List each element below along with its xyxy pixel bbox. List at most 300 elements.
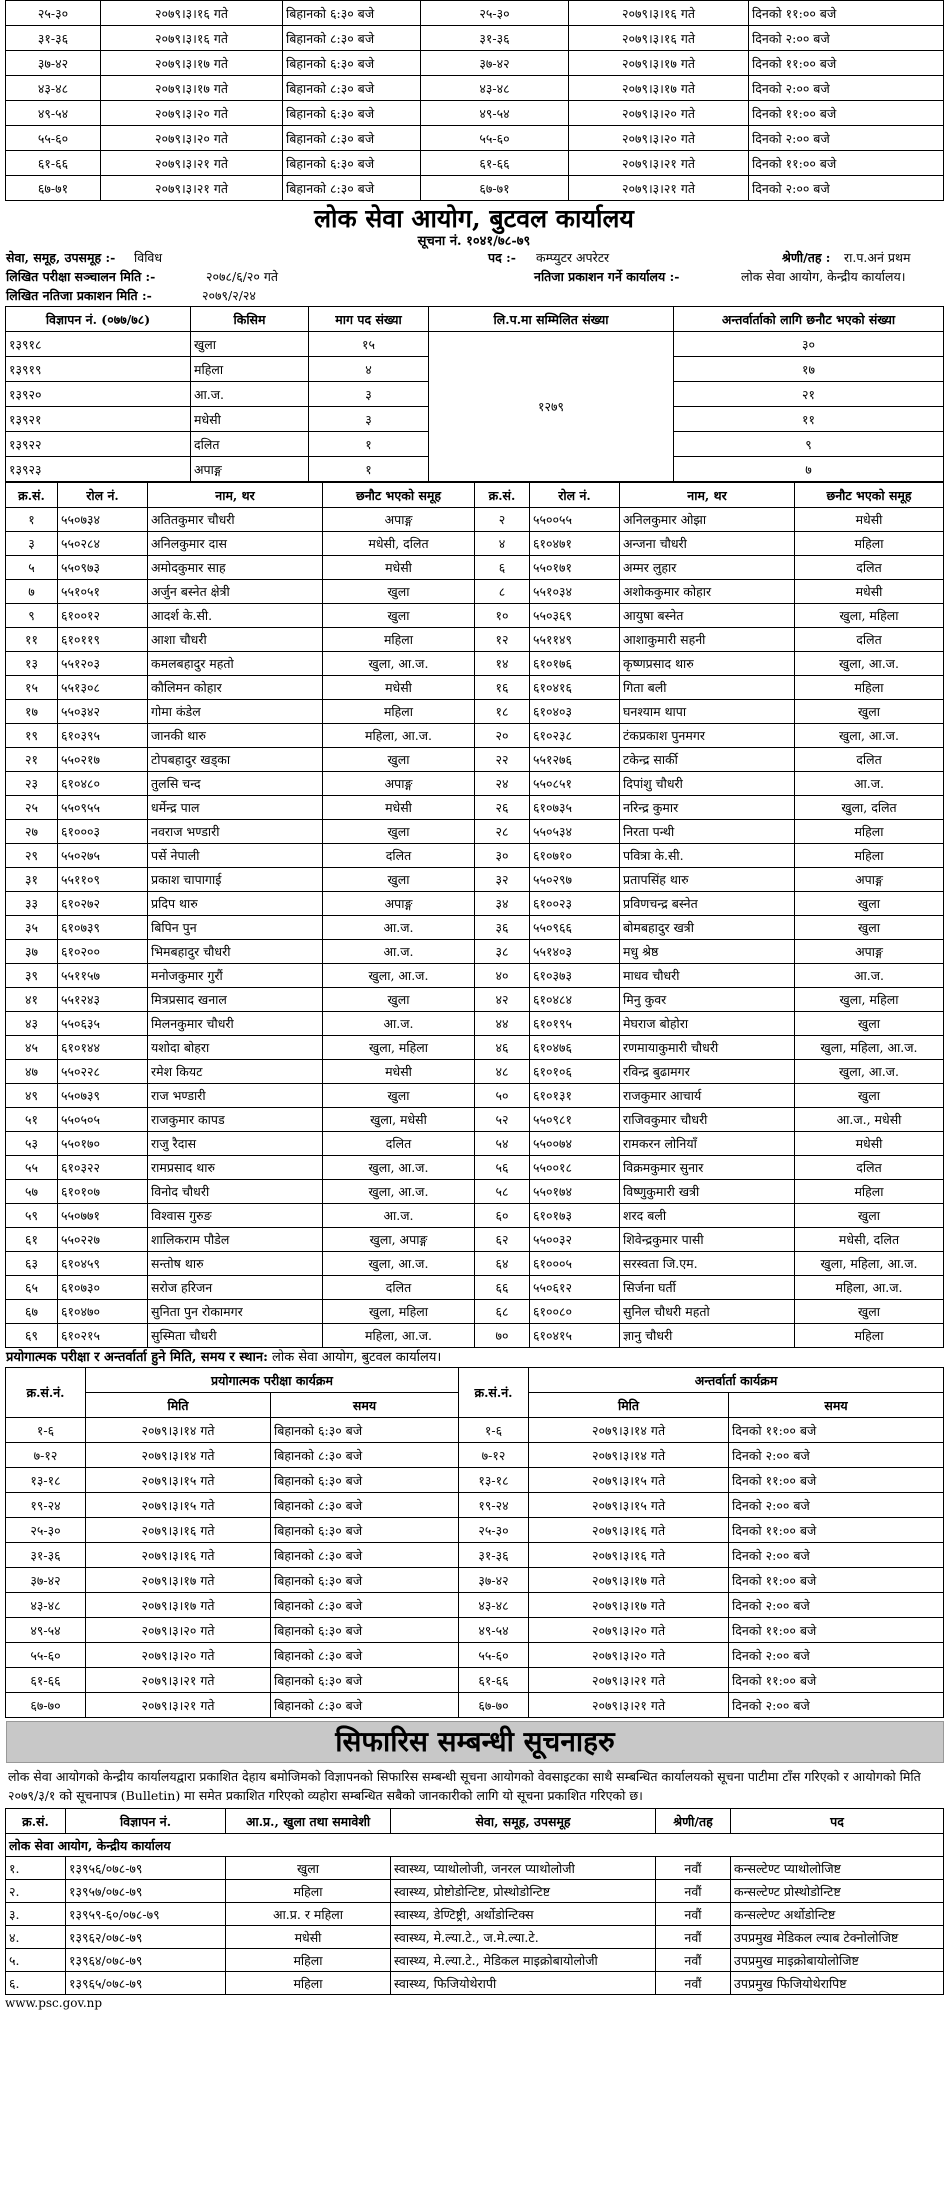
schedule-cell: २०७९।३।१७ गते [569,51,749,76]
candidate-cell: ६१०१९५ [530,1012,620,1036]
recommendation-cell: नवौं [656,1926,731,1949]
candidate-cell: २९ [6,844,58,868]
candidate-cell: मधेसी [323,796,475,820]
candidate-cell: आ.ज., मधेसी [795,1108,944,1132]
candidate-cell: यशोदा बोहरा [148,1036,323,1060]
candidate-cell: ६१०४१५ [530,1324,620,1348]
schedule-cell: १९-२४ [6,1493,86,1518]
schedule-cell: दिनको ११:०० बजे [729,1468,944,1493]
candidate-cell: ४६ [475,1036,530,1060]
candidate-cell: ३७ [6,940,58,964]
schedule-cell: बिहानको ८:३० बजे [283,126,421,151]
candidate-cell: ६१०००३ [58,820,148,844]
recommendation-header: क्र.सं. [6,1809,66,1834]
candidate-cell: २१ [6,748,58,772]
candidate-cell: आ.ज. [795,772,944,796]
candidate-cell: खुला [795,700,944,724]
candidate-cell: ६१०४८० [58,772,148,796]
candidate-cell: ५५०५०५ [58,1108,148,1132]
schedule-cell: बिहानको ६:३० बजे [283,151,421,176]
schedule-cell: ६७-७१ [6,176,101,201]
table-row [6,1084,944,1108]
candidate-cell: शरद बली [620,1204,795,1228]
candidate-cell: २४ [475,772,530,796]
table-row [6,1252,944,1276]
candidate-cell: ३९ [6,964,58,988]
table-row [6,700,944,724]
candidate-cell: भिमबहादुर चौधरी [148,940,323,964]
candidate-cell: महिला, आ.ज. [795,1276,944,1300]
interview-title: अन्तर्वार्ता कार्यक्रम [529,1368,944,1393]
candidate-cell: आयुषा बस्नेत [620,604,795,628]
recommendation-cell: २. [6,1880,66,1903]
candidate-cell: ४४ [475,1012,530,1036]
candidate-cell: ४० [475,964,530,988]
candidate-cell: मधेसी [795,508,944,532]
table-row [6,126,944,151]
schedule-cell: २०७९।३।१५ गते [529,1468,729,1493]
recommendation-cell: महिला [226,1880,391,1903]
schedule-cell: ३७-४२ [6,1568,86,1593]
recommendation-cell: १३९५९-६०/०७८-७९ [66,1903,226,1926]
schedule-cell: दिनको २:०० बजे [729,1693,944,1718]
candidate-cell: अशोककुमार कोहार [620,580,795,604]
candidate-cell: महिला [795,532,944,556]
table-row [6,916,944,940]
candidate-cell: टकेन्द्र सार्की [620,748,795,772]
candidate-cell: दलित [795,1156,944,1180]
schedule-cell: १९-२४ [459,1493,529,1518]
recommendation-cell: स्वास्थ्य, मे.ल्या.टे., ज.मे.ल्या.टे. [391,1926,656,1949]
candidate-cell: अतितकुमार चौधरी [148,508,323,532]
candidate-cell: १३ [6,652,58,676]
candidate-cell: ६१०७३९ [58,916,148,940]
schedule-cell: २०७९।३।१७ गते [569,76,749,101]
schedule-cell: २०७९।३।२० गते [529,1643,729,1668]
vacancy-shortlisted: ११ [674,407,944,432]
recommendation-cell: स्वास्थ्य, प्याथोलोजी, जनरल प्याथोलोजी [391,1857,656,1880]
table-row [6,1468,944,1493]
candidate-cell: ६१०२३८ [530,724,620,748]
candidate-cell: ६५ [6,1276,58,1300]
schedule-cell: ७-१२ [459,1443,529,1468]
candidate-cell: ६१०३२२ [58,1156,148,1180]
candidate-cell: अर्जुन बस्नेत क्षेत्री [148,580,323,604]
candidate-cell: खुला, महिला [795,604,944,628]
candidate-cell: २५ [6,796,58,820]
schedule-cell: दिनको ११:०० बजे [729,1518,944,1543]
candidate-cell: ६१०१३१ [530,1084,620,1108]
schedule-cell: २०७९।३।१६ गते [569,1,749,26]
table-row [6,1300,944,1324]
candidate-cell: ६१००२३ [530,892,620,916]
candidate-cell: प्रदिप थारु [148,892,323,916]
candidate-cell: ३६ [475,916,530,940]
candidate-cell: ४८ [475,1060,530,1084]
candidate-cell: महिला [795,1180,944,1204]
table-row [6,1060,944,1084]
candidate-cell: ४३ [6,1012,58,1036]
candidate-cell: ७ [6,580,58,604]
candidates-header: क्र.सं. [475,483,530,508]
recommendation-cell: १३९६४/०७८-७९ [66,1949,226,1972]
schedule-cell: ३७-४२ [6,51,101,76]
candidate-cell: ५५०७३४ [58,508,148,532]
candidate-cell: ३० [475,844,530,868]
candidate-cell: अपाङ्ग [323,892,475,916]
candidate-cell: ६१ [6,1228,58,1252]
schedule-cell: ६१-६६ [6,1668,86,1693]
exam-date-label: लिखित परीक्षा सञ्चालन मिति :- [6,269,156,284]
recommendation-cell: नवौं [656,1903,731,1926]
interview-time-label: समय [729,1393,944,1418]
candidate-cell: ३५ [6,916,58,940]
candidate-cell: आशाकुमारी सहनी [620,628,795,652]
schedule-cell: २०७९।३।१६ गते [101,26,283,51]
candidate-cell: ५५१२७६ [530,748,620,772]
candidate-cell: ७० [475,1324,530,1348]
candidate-cell: खुला [795,892,944,916]
schedule-cell: २०७९।३।२० गते [529,1618,729,1643]
candidates-header: नाम, थर [620,483,795,508]
schedule-cell: दिनको २:०० बजे [749,176,944,201]
candidate-cell: ५५०६३५ [58,1012,148,1036]
interview-date-label: मिति [529,1393,729,1418]
recommendation-cell: खुला [226,1857,391,1880]
schedule-cell: २०७९।३।२० गते [86,1618,271,1643]
candidate-cell: मधेसी [795,1132,944,1156]
candidate-cell: ५२ [475,1108,530,1132]
schedule-cell: ३७-४२ [459,1568,529,1593]
table-row [6,1228,944,1252]
candidate-cell: ६१०१४४ [58,1036,148,1060]
schedule-continuation-table [5,0,944,201]
vacancy-ad-number: १३९१८ [6,332,191,357]
recommendation-header: पद [731,1809,944,1834]
candidate-cell: ५१ [6,1108,58,1132]
candidate-cell: ६१०२०० [58,940,148,964]
vacancy-header-type: किसिम [191,307,309,332]
table-row [6,556,944,580]
candidate-cell: मधु श्रेष्ठ [620,940,795,964]
candidate-cell: मधेसी [323,676,475,700]
recommendation-cell: स्वास्थ्य, फिजियोथेरापी [391,1972,656,1995]
schedule-cell: १३-१८ [6,1468,86,1493]
schedule-cell: २०७९।३।२१ गते [101,151,283,176]
candidate-cell: ६१०४१६ [530,676,620,700]
result-date-value: २०७९/२/२४ [202,288,256,303]
candidate-cell: ५५१३०८ [58,676,148,700]
vacancy-posts: १५ [309,332,429,357]
candidate-cell: ८ [475,580,530,604]
table-row [6,652,944,676]
candidate-cell: खुला [795,1084,944,1108]
table-row [6,1593,944,1618]
table-row [6,76,944,101]
candidate-cell: सुस्मिता चौधरी [148,1324,323,1348]
candidate-cell: मेघराज बोहोरा [620,1012,795,1036]
candidate-cell: ६१०१७३ [530,1204,620,1228]
schedule-cell: दिनको ११:०० बजे [729,1568,944,1593]
schedule-cell: १-६ [6,1418,86,1443]
candidate-cell: माधव चौधरी [620,964,795,988]
schedule-cell: २०७९।३।२० गते [569,126,749,151]
candidate-cell: ५५०२७५ [58,844,148,868]
candidate-cell: विक्रमकुमार सुनार [620,1156,795,1180]
candidate-cell: ६१०१०६ [530,1060,620,1084]
candidate-cell: महिला [795,844,944,868]
candidate-cell: बोमबहादुर खत्री [620,916,795,940]
schedule-cell: दिनको २:०० बजे [729,1593,944,1618]
candidate-cell: अम्मर लुहार [620,556,795,580]
schedule-cell: बिहानको ८:३० बजे [283,176,421,201]
schedule-cell: बिहानको ६:३० बजे [271,1518,459,1543]
footer-url[interactable]: www.psc.gov.np [5,1996,103,2010]
candidate-cell: आदर्श के.सी. [148,604,323,628]
candidate-cell: ६१०४५९ [58,1252,148,1276]
vacancy-ad-number: १३९२३ [6,457,191,482]
table-row [6,1156,944,1180]
schedule-cell: बिहानको ८:३० बजे [271,1493,459,1518]
schedule-cell: दिनको २:०० बजे [749,126,944,151]
candidate-cell: २७ [6,820,58,844]
recommendation-table [5,1808,944,1995]
candidate-cell: मधेसी [795,580,944,604]
candidate-cell: राजु रैदास [148,1132,323,1156]
practical-time-label: समय [271,1393,459,1418]
table-row [6,1668,944,1693]
schedule-cell: ४९-५४ [459,1618,529,1643]
candidate-cell: ५५०१७१ [530,556,620,580]
candidate-cell: अपाङ्ग [795,868,944,892]
candidate-cell: ५५०७३९ [58,1084,148,1108]
candidate-cell: खुला [795,1204,944,1228]
candidate-cell: खुला, महिला [795,988,944,1012]
candidate-cell: रविन्द्र बुढामगर [620,1060,795,1084]
candidate-cell: राज भण्डारी [148,1084,323,1108]
candidate-cell: ६१०३९५ [58,724,148,748]
table-row [6,101,944,126]
candidate-cell: गिता बली [620,676,795,700]
candidates-table [5,482,944,1348]
practical-date-label: मिति [86,1393,271,1418]
candidate-cell: १९ [6,724,58,748]
recommendation-cell: नवौं [656,1949,731,1972]
candidate-cell: ६८ [475,1300,530,1324]
candidate-cell: आ.ज. [323,940,475,964]
schedule-col-sn-2: क्र.सं.नं. [459,1368,529,1418]
recommendation-paragraph: लोक सेवा आयोगको केन्द्रीय कार्यालयद्वारा प्रकाशित देहाय बमोजिमको विज्ञापनको सिफारिस सम्बन्धी सूचना आयोगको वेवसाइटका साथै सम्बन्धित कार्यालयको सूचना पाटीमा टाँस गरिएको र आयोगको मिति २०७९/३/१ को सूचनापत्र (Bulletin) मा समेत प्रकाशित गरिएको व्यहोरा सम्बन्धित सबैको जानकारीको लागि यो सूचना प्रकाशित गरिएको छ। [8,1769,921,1803]
candidate-cell: महिला [323,628,475,652]
vacancy-posts: ३ [309,407,429,432]
schedule-cell: २०७९।३।१५ गते [529,1493,729,1518]
recommendation-cell: ४. [6,1926,66,1949]
candidate-cell: ५५०८५१ [530,772,620,796]
candidate-cell: १५ [6,676,58,700]
table-row [6,151,944,176]
schedule-cell: २०७९।३।२१ गते [101,176,283,201]
vacancy-shortlisted: ९ [674,432,944,457]
candidate-cell: महिला, आ.ज. [323,724,475,748]
practical-title: प्रयोगात्मक परीक्षा कार्यक्रम [86,1368,459,1393]
candidate-cell: ५५११०९ [58,868,148,892]
schedule-cell: ६७-७० [459,1693,529,1718]
candidate-cell: पवित्रा के.सी. [620,844,795,868]
schedule-cell: बिहानको ६:३० बजे [271,1618,459,1643]
candidate-cell: आशा चौधरी [148,628,323,652]
table-row [6,1834,944,1857]
table-row [6,51,944,76]
schedule-cell: २०७९।३।१७ गते [529,1593,729,1618]
candidate-cell: २ [475,508,530,532]
candidate-cell: घनश्याम थापा [620,700,795,724]
table-row [6,1926,944,1949]
schedule-cell: २०७९।३।२१ गते [569,151,749,176]
table-row [6,1543,944,1568]
recommendation-cell: महिला [226,1972,391,1995]
candidate-cell: ५५०२८४ [58,532,148,556]
candidate-cell: ५५०६१२ [530,1276,620,1300]
schedule-table [5,1367,944,1718]
candidate-cell: ११ [6,628,58,652]
schedule-cell: २०७९।३।१६ गते [569,26,749,51]
table-row [6,1204,944,1228]
vacancy-shortlisted: १७ [674,357,944,382]
candidate-cell: मिनु कुवर [620,988,795,1012]
vacancy-shortlisted: ३० [674,332,944,357]
candidate-cell: खुला, आ.ज. [323,964,475,988]
candidate-cell: महिला [323,700,475,724]
candidate-cell: ५५००३२ [530,1228,620,1252]
schedule-cell: दिनको ११:०० बजे [749,51,944,76]
recommendation-cell: १. [6,1857,66,1880]
table-row [6,332,944,357]
candidate-cell: ५५१०५१ [58,580,148,604]
candidate-cell: धर्मेन्द्र पाल [148,796,323,820]
table-row [6,676,944,700]
candidate-cell: ५६ [475,1156,530,1180]
recommendation-cell: उपप्रमुख माइक्रोबायोलोजिष्ट [731,1949,944,1972]
candidate-cell: १ [6,508,58,532]
recommendation-banner: सिफारिस सम्बन्धी सूचनाहरु [6,1721,944,1763]
candidate-cell: ४७ [6,1060,58,1084]
candidate-cell: ५५००५५ [530,508,620,532]
vacancy-table [5,306,944,482]
schedule-heading-bold: प्रयोगात्मक परीक्षा र अन्तर्वार्ता हुने मिति, समय र स्थान: [6,1350,268,1365]
vacancy-ad-number: १३९२१ [6,407,191,432]
candidate-cell: अनिलकुमार दास [148,532,323,556]
table-row [6,988,944,1012]
schedule-cell: ५५-६० [6,126,101,151]
candidate-cell: खुला [323,580,475,604]
candidate-cell: विष्णुकुमारी खत्री [620,1180,795,1204]
candidate-cell: विनोद चौधरी [148,1180,323,1204]
table-row [6,1880,944,1903]
recommendation-cell: ५. [6,1949,66,1972]
schedule-cell: बिहानको ८:३० बजे [283,76,421,101]
service-label: सेवा, समूह, उपसमूह :- [6,250,116,265]
schedule-cell: २०७९।३।२० गते [101,101,283,126]
candidate-cell: ५५००१८ [530,1156,620,1180]
candidate-cell: ५५०३४२ [58,700,148,724]
candidate-cell: नवराज भण्डारी [148,820,323,844]
vacancy-posts: ३ [309,382,429,407]
candidate-cell: १४ [475,652,530,676]
schedule-cell: ३१-३६ [6,1543,86,1568]
recommendation-cell: १३९६५/०७८-७९ [66,1972,226,1995]
candidate-cell: खुला, अपाङ्ग [323,1228,475,1252]
candidate-cell: ५५०९८१ [530,1108,620,1132]
candidate-cell: राजकुमार कापड [148,1108,323,1132]
table-row [6,628,944,652]
candidate-cell: ५५०१७० [58,1132,148,1156]
schedule-cell: २०७९।३।१६ गते [529,1543,729,1568]
table-row [6,1036,944,1060]
recommendation-cell: नवौं [656,1880,731,1903]
candidate-cell: ५५०७७१ [58,1204,148,1228]
vacancy-type: दलित [191,432,309,457]
table-row [6,1180,944,1204]
schedule-cell: २०७९।३।२१ गते [529,1693,729,1718]
candidate-cell: ९ [6,604,58,628]
vacancy-posts: १ [309,457,429,482]
candidate-cell: राजिवकुमार चौधरी [620,1108,795,1132]
candidate-cell: मधेसी, दलित [795,1228,944,1252]
recommendation-cell: १३९६२/०७८-७९ [66,1926,226,1949]
candidate-cell: खुला, महिला, आ.ज. [795,1252,944,1276]
vacancy-ad-number: १३९२२ [6,432,191,457]
schedule-cell: २०७९।३।२० गते [86,1643,271,1668]
schedule-cell: दिनको २:०० बजे [749,76,944,101]
candidate-cell: शिवेन्द्रकुमार पासी [620,1228,795,1252]
schedule-cell: ४९-५४ [6,1618,86,1643]
schedule-cell: ६१-६६ [421,151,569,176]
schedule-heading-place: लोक सेवा आयोग, बुटवल कार्यालय। [272,1350,442,1365]
candidate-cell: खुला, आ.ज. [795,724,944,748]
schedule-cell: दिनको २:०० बजे [749,26,944,51]
candidate-cell: मधेसी [323,1060,475,1084]
schedule-cell: २०७९।३।१६ गते [101,1,283,26]
candidate-cell: खुला, दलित [795,796,944,820]
schedule-cell: बिहानको ८:३० बजे [271,1593,459,1618]
schedule-cell: ४३-४८ [6,1593,86,1618]
candidate-cell: नरिन्द्र कुमार [620,796,795,820]
candidate-cell: ६१०७३५ [530,796,620,820]
schedule-cell: दिनको २:०० बजे [729,1443,944,1468]
candidate-cell: आ.ज. [323,916,475,940]
candidates-header: नाम, थर [148,483,323,508]
table-row [6,1903,944,1926]
candidate-cell: दलित [795,556,944,580]
table-row [6,892,944,916]
candidate-cell: खुला, महिला [323,1036,475,1060]
candidate-cell: दलित [795,748,944,772]
candidate-cell: रामकरन लोनियाँ [620,1132,795,1156]
schedule-cell: दिनको २:०० बजे [729,1643,944,1668]
schedule-cell: २०७९।३।१५ गते [86,1493,271,1518]
candidate-cell: खुला [323,748,475,772]
candidate-cell: दलित [323,844,475,868]
schedule-cell: २०७९।३।२१ गते [529,1668,729,1693]
candidate-cell: ३१ [6,868,58,892]
candidate-cell: ५८ [475,1180,530,1204]
candidate-cell: खुला, आ.ज. [323,1156,475,1180]
table-row [6,1418,944,1443]
vacancy-header-participants: लि.प.मा सम्मिलित संख्या [429,307,674,332]
candidate-cell: पर्से नेपाली [148,844,323,868]
vacancy-header-shortlisted: अन्तर्वार्ताको लागि छनौट भएको संख्या [674,307,944,332]
candidate-cell: खुला, आ.ज. [795,652,944,676]
